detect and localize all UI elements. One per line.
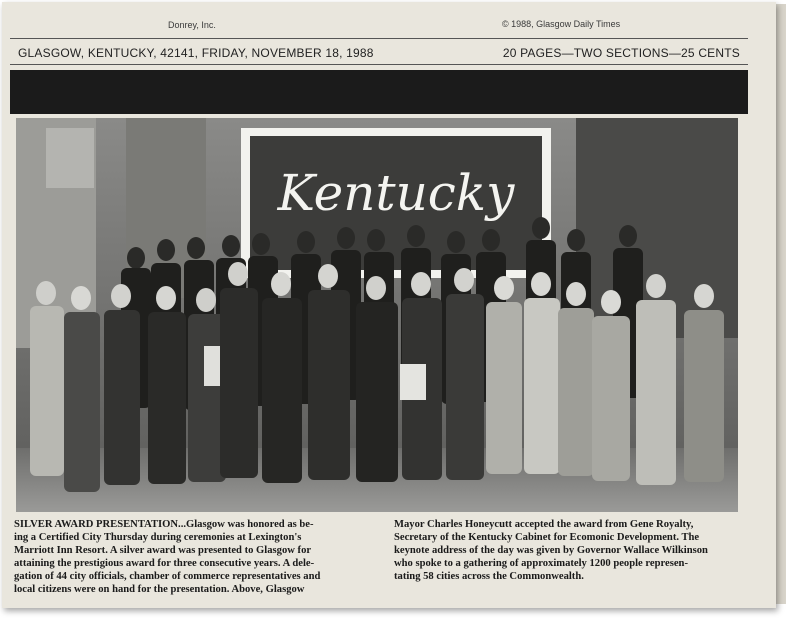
caption-line: local citizens were on hand for the presentation. Above, Glasgow: [14, 584, 305, 595]
photo-caption: [14, 518, 750, 608]
dateline-location-date: GLASGOW, KENTUCKY, 42141, FRIDAY, NOVEMBER 18, 1988: [18, 46, 374, 60]
caption-line: SILVER AWARD PRESENTATION...Glasgow was honored as be-: [14, 519, 314, 530]
caption-line: Marriott Inn Resort. A silver award was presented to Glasgow for: [14, 545, 312, 556]
copyright-notice: © 1988, Glasgow Daily Times: [502, 19, 621, 29]
caption-line: tating 58 cities across the Commonwealth.: [394, 571, 584, 582]
black-headline-band: [10, 70, 748, 114]
kentucky-banner-text: Kentucky: [277, 164, 515, 222]
group-photograph: [16, 118, 738, 512]
caption-line: who spoke to a gathering of approximately 1200 people represen-: [394, 558, 688, 569]
caption-line: ing a Certified City Thursday during ceremonies at Lexington's: [14, 532, 302, 543]
caption-line: gation of 44 city officials, chamber of commerce representatives and: [14, 571, 321, 582]
newspaper-clipping: [2, 2, 776, 608]
caption-column-1: [14, 518, 366, 596]
caption-line: Secretary of the Kentucky Cabinet for Ecomonic Development. The: [394, 532, 700, 543]
caption-line: Mayor Charles Honeycutt accepted the award from Gene Royalty,: [394, 519, 694, 530]
caption-line: attaining the prestigious award for three consecutive years. A dele-: [14, 558, 315, 569]
rule-top: [10, 38, 748, 39]
photo-illustration: [16, 118, 738, 512]
dateline: [10, 42, 748, 62]
caption-column-2: [394, 518, 746, 583]
dateline-pages-price: 20 PAGES—TWO SECTIONS—25 CENTS: [502, 46, 740, 60]
folio-top: [2, 2, 776, 38]
publisher-credit: Donrey, Inc.: [168, 20, 216, 30]
caption-line: keynote address of the day was given by Governor Wallace Wilkinson: [394, 545, 708, 556]
rule-mid: [10, 64, 748, 65]
